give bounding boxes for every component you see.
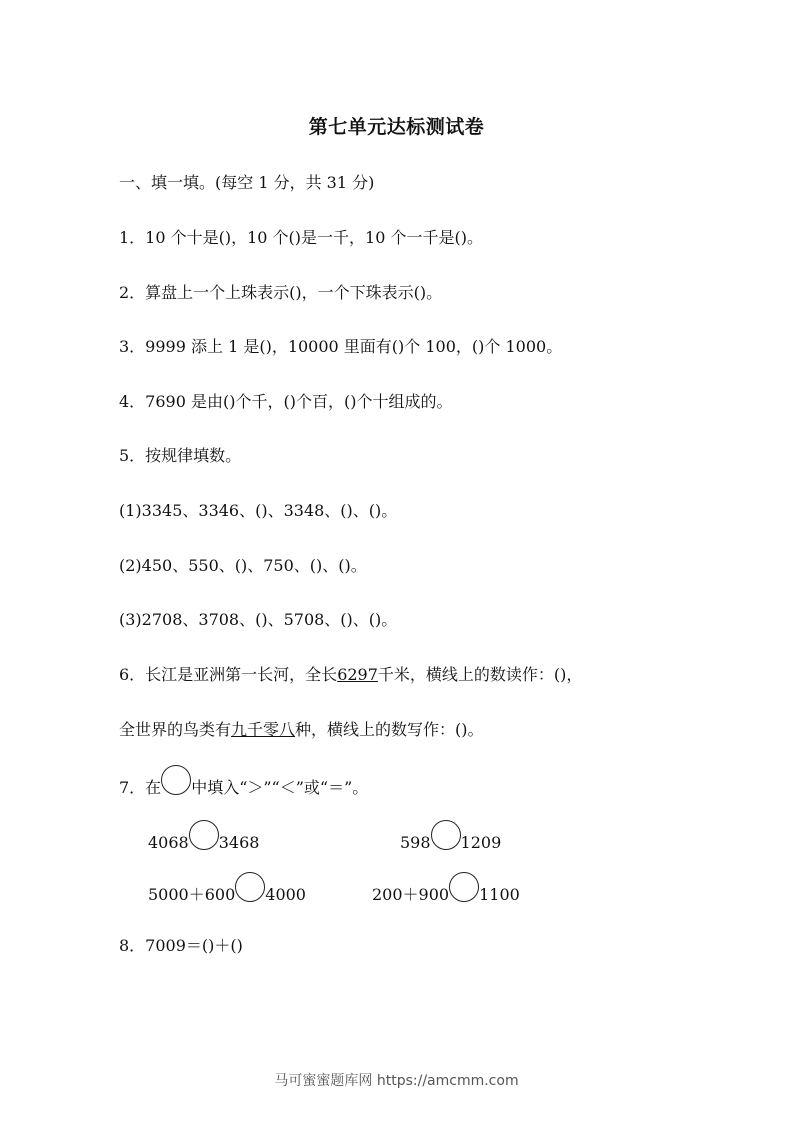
question-3: 3．9999 添上 1 是()，10000 里面有()个 100，()个 1000。 bbox=[119, 337, 563, 356]
question-4: 4．7690 是由()个千，()个百，()个十组成的。 bbox=[119, 392, 453, 411]
question-6-line-2 bbox=[119, 719, 484, 741]
compare-circle-icon[interactable] bbox=[189, 832, 219, 854]
compare-left: 4068 bbox=[148, 833, 189, 852]
question-8: 8．7009＝()＋() bbox=[119, 936, 243, 955]
question-5: 5．按规律填数。 bbox=[119, 446, 242, 465]
page-title: 第七单元达标测试卷 bbox=[308, 116, 485, 138]
compare-right: 1100 bbox=[479, 885, 520, 904]
compare-left: 200＋900 bbox=[372, 885, 450, 904]
compare-right: 4000 bbox=[265, 885, 306, 904]
q6a-post: 千米，横线上的数读作：()， bbox=[377, 665, 583, 684]
q6b-underlined-number: 九千零八 bbox=[231, 720, 296, 739]
q6a-pre: 6．长江是亚洲第一长河，全长 bbox=[119, 665, 338, 684]
compare-left: 5000＋600 bbox=[148, 885, 236, 904]
compare-left: 598 bbox=[400, 833, 431, 852]
q7-pre: 7．在 bbox=[119, 778, 162, 797]
question-6-line-1 bbox=[119, 664, 582, 686]
compare-right: 3468 bbox=[218, 833, 260, 852]
q7-post: 中填入“＞”“＜”或“＝”。 bbox=[191, 778, 369, 797]
question-5-part-2: (2)450、550、()、750、()、()。 bbox=[119, 556, 367, 575]
question-2: 2．算盘上一个上珠表示()，一个下珠表示()。 bbox=[119, 283, 443, 302]
q6b-pre: 全世界的鸟类有 bbox=[119, 720, 232, 739]
footer-watermark: 马可蜜蜜题库网 https://amcmm.com bbox=[274, 1073, 519, 1089]
question-5-part-1: (1)3345、3346、()、3348、()、()。 bbox=[119, 501, 398, 520]
q6a-underlined-number: 6297 bbox=[337, 665, 378, 684]
question-7 bbox=[119, 777, 368, 799]
q6b-post: 种，横线上的数写作：()。 bbox=[295, 720, 484, 739]
compare-item-3 bbox=[148, 884, 306, 906]
compare-right: 1209 bbox=[460, 833, 502, 852]
compare-item-4 bbox=[372, 884, 520, 906]
question-5-part-3: (3)2708、3708、()、5708、()、()。 bbox=[119, 610, 398, 629]
compare-circle-icon[interactable] bbox=[235, 884, 265, 906]
compare-circle-icon bbox=[161, 777, 191, 799]
compare-circle-icon[interactable] bbox=[431, 832, 461, 854]
question-1: 1．10 个十是()，10 个()是一千，10 个一千是()。 bbox=[119, 228, 483, 247]
compare-circle-icon[interactable] bbox=[449, 884, 479, 906]
compare-item-1 bbox=[148, 832, 259, 854]
section-heading: 一、填一填。(每空 1 分，共 31 分) bbox=[119, 173, 375, 192]
compare-item-2 bbox=[400, 832, 501, 854]
